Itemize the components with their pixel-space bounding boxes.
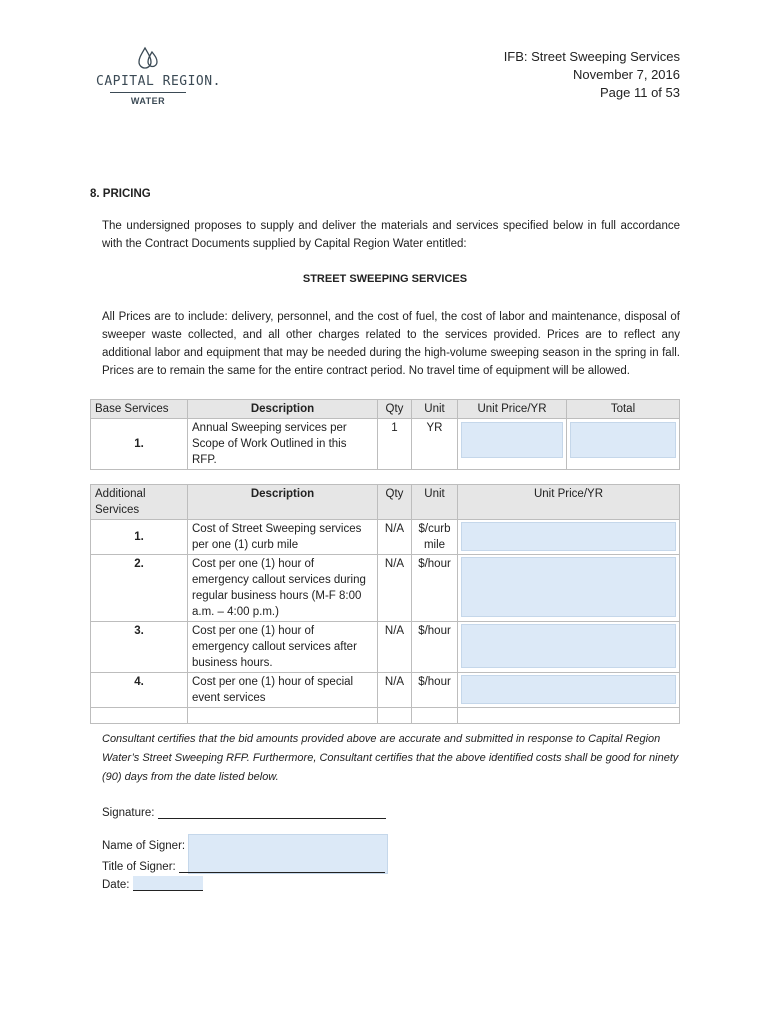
- header-date: November 7, 2016: [573, 67, 680, 82]
- row-number: 1.: [91, 520, 188, 555]
- col-description: Description: [188, 400, 378, 419]
- row-description: Cost per one (1) hour of emergency callout services during regular business hours (M-F 8:00 a.m. – 4:00 p.m.): [188, 555, 378, 622]
- table-row: [91, 520, 680, 555]
- logo-name: CAPITAL REGION.: [96, 74, 221, 89]
- row-unit: YR: [412, 419, 458, 470]
- logo-divider: [110, 92, 186, 93]
- logo-subtitle: WATER: [130, 96, 166, 106]
- signature-row: [102, 804, 386, 819]
- table-row: [91, 622, 680, 673]
- additional-services-table: [90, 484, 680, 724]
- row-number: 2.: [91, 555, 188, 622]
- date-row: [102, 876, 203, 891]
- col-description: Description: [188, 485, 378, 520]
- col-unit: Unit: [412, 485, 458, 520]
- signer-title-row: [102, 858, 385, 873]
- col-qty: Qty: [378, 400, 412, 419]
- row-description: Annual Sweeping services per Scope of Work Outlined in this RFP.: [188, 419, 378, 470]
- row-description: Cost per one (1) hour of special event services: [188, 673, 378, 708]
- col-unit-price: Unit Price/YR: [458, 485, 680, 520]
- table-row: [91, 555, 680, 622]
- document-title: STREET SWEEPING SERVICES: [302, 273, 468, 285]
- unit-price-input[interactable]: [461, 675, 676, 704]
- certification-text: Consultant certifies that the bid amounts provided above are accurate and submitted in response to Capital Region Water’s Street Sweeping RFP. Furthermore, Consultant certifies that the above identified costs shall be good for ninety (90) days from the date listed below.: [102, 733, 679, 783]
- row-number: 4.: [91, 673, 188, 708]
- table-row: [91, 673, 680, 708]
- unit-price-input[interactable]: [461, 422, 563, 458]
- col-unit: Unit: [412, 400, 458, 419]
- row-unit: $/hour: [412, 555, 458, 622]
- signer-title-label: Title of Signer:: [102, 861, 176, 873]
- total-input[interactable]: [570, 422, 676, 458]
- base-services-table: [90, 399, 680, 470]
- signer-title-line: [179, 858, 385, 873]
- header-doc-title: IFB: Street Sweeping Services: [503, 49, 680, 64]
- company-logo: [96, 46, 221, 106]
- section-heading: 8. PRICING: [90, 188, 151, 200]
- row-description: Cost per one (1) hour of emergency callout services after business hours.: [188, 622, 378, 673]
- date-input[interactable]: [133, 876, 203, 891]
- unit-price-input[interactable]: [461, 522, 676, 551]
- water-drop-icon: [137, 46, 159, 72]
- row-qty: N/A: [378, 622, 412, 673]
- row-unit: $/curb mile: [412, 520, 458, 555]
- header-page-number: Page 11 of 53: [600, 85, 680, 100]
- row-qty: 1: [378, 419, 412, 470]
- unit-price-input[interactable]: [461, 624, 676, 668]
- col-total: Total: [567, 400, 680, 419]
- row-qty: N/A: [378, 673, 412, 708]
- unit-price-input[interactable]: [461, 557, 676, 617]
- row-qty: N/A: [378, 555, 412, 622]
- intro-paragraph: The undersigned proposes to supply and deliver the materials and services specified below in full accordance with the Contract Documents supplied by Capital Region Water entitled:: [102, 220, 680, 250]
- row-unit: $/hour: [412, 673, 458, 708]
- table-row-empty: [91, 708, 680, 724]
- row-unit: $/hour: [412, 622, 458, 673]
- col-additional-services: Additional Services: [91, 485, 188, 520]
- signer-name-label: Name of Signer:: [102, 840, 186, 852]
- table-row: [91, 419, 680, 470]
- prices-paragraph: All Prices are to include: delivery, personnel, and the cost of fuel, the cost of labor and maintenance, disposal of sweeper waste collected, and all other charges related to the services provided. Prices are to reflect any additional labor and equipment that may be needed during the high-volume sweeping season in the spring in fall. Prices are to remain the same for the entire contract period. No travel time of equipment will be allowed.: [102, 311, 680, 377]
- col-qty: Qty: [378, 485, 412, 520]
- row-qty: N/A: [378, 520, 412, 555]
- col-unit-price: Unit Price/YR: [458, 400, 567, 419]
- date-label: Date:: [102, 879, 130, 891]
- signature-label: Signature:: [102, 807, 155, 819]
- row-description: Cost of Street Sweeping services per one (1) curb mile: [188, 520, 378, 555]
- row-number: 3.: [91, 622, 188, 673]
- row-number: 1.: [91, 419, 188, 470]
- signature-field[interactable]: [158, 804, 386, 819]
- col-base-services: Base Services: [91, 400, 188, 419]
- page-header: [504, 48, 680, 102]
